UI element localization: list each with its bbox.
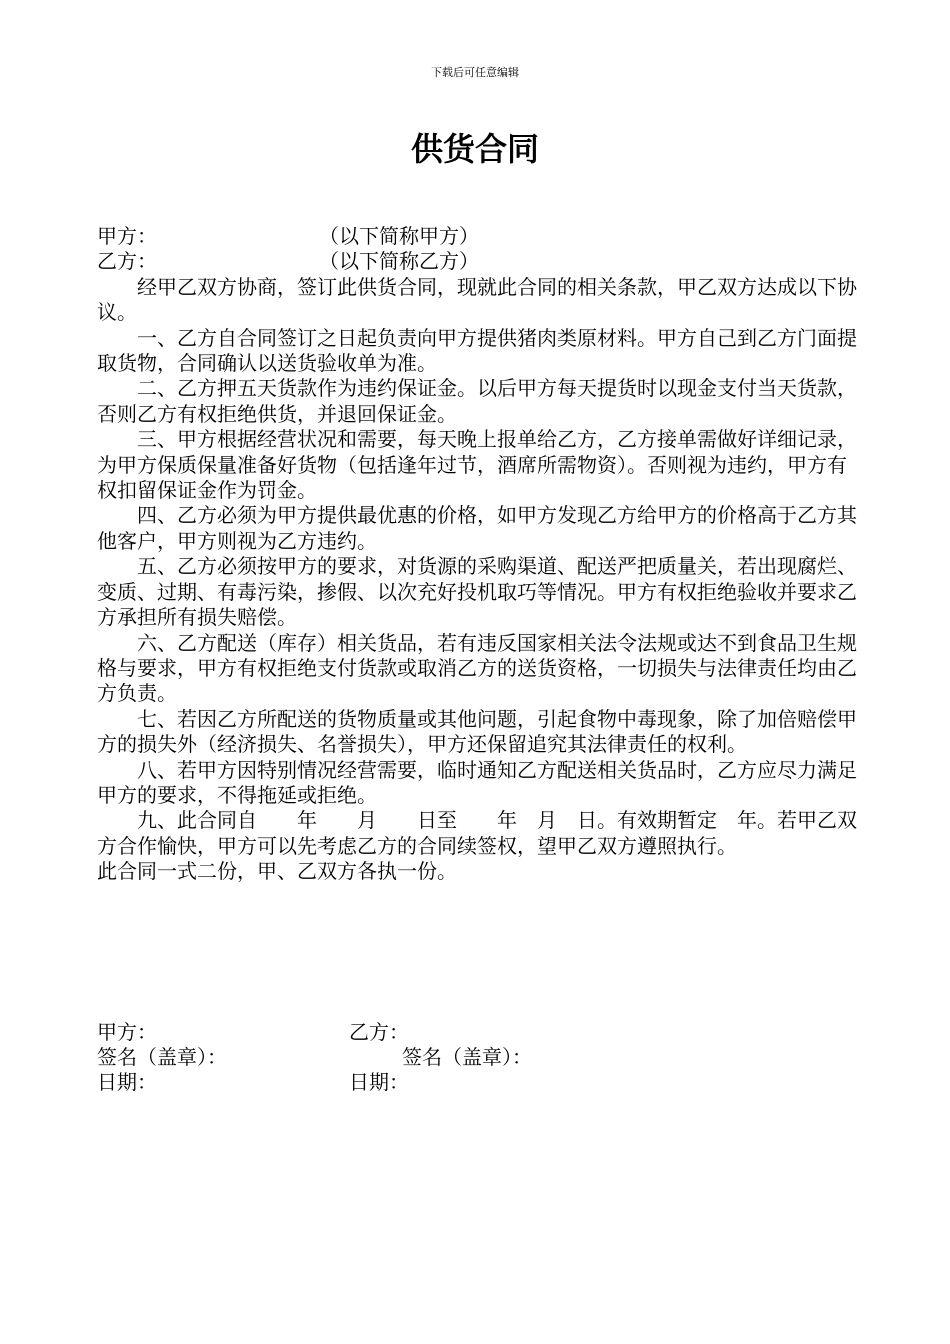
- clause-9: 九、此合同自 年 月 日至 年 月 日。有效期暂定 年。若甲乙双方合作愉快，甲方可以先考虑乙方的合同续签权，望甲乙双方遵照执行。: [97, 808, 857, 858]
- signature-date-b: 日期：: [349, 1070, 409, 1094]
- clause-2: 二、乙方押五天货款作为违约保证金。以后甲方每天提货时以现金支付当天货款，否则乙方有权拒绝供货，并退回保证金。: [97, 376, 857, 426]
- clause-8: 八、若甲方因特别情况经营需要，临时通知乙方配送相关货品时，乙方应尽力满足甲方的要求，不得拖延或拒绝。: [97, 757, 857, 807]
- signature-date-row: [97, 1070, 857, 1095]
- party-a-note: （以下简称甲方）: [319, 224, 479, 248]
- party-a-label: 甲方：: [97, 224, 157, 248]
- party-b-line: [97, 249, 857, 274]
- clause-3: 三、甲方根据经营状况和需要，每天晚上报单给乙方，乙方接单需做好详细记录，为甲方保质保量准备好货物（包括逢年过节，酒席所需物资）。否则视为违约，甲方有权扣留保证金作为罚金。: [97, 427, 857, 503]
- clause-6: 六、乙方配送（库存）相关货品，若有违反国家相关法令法规或达不到食品卫生规格与要求，甲方有权拒绝支付货款或取消乙方的送货资格，一切损失与法律责任均由乙方负责。: [97, 630, 857, 706]
- signature-seal-b: 签名（盖章）：: [402, 1045, 532, 1069]
- party-b-note: （以下简称乙方）: [319, 249, 479, 274]
- contract-body: [97, 224, 857, 885]
- signature-party-row: [97, 1020, 857, 1045]
- signature-seal-row: [97, 1045, 857, 1070]
- signature-date-a: 日期：: [97, 1070, 157, 1094]
- clause-4: 四、乙方必须为甲方提供最优惠的价格，如甲方发现乙方给甲方的价格高于乙方其他客户，甲方则视为乙方违约。: [97, 503, 857, 553]
- party-b-label: 乙方：: [97, 249, 157, 274]
- signature-party-a: 甲方：: [97, 1020, 157, 1044]
- signature-party-b: 乙方：: [349, 1020, 409, 1044]
- party-a-line: [97, 224, 857, 249]
- document-title: 供货合同: [410, 130, 539, 168]
- clause-7: 七、若因乙方所配送的货物质量或其他问题，引起食物中毒现象，除了加倍赔偿甲方的损失外（经济损失、名誉损失），甲方还保留追究其法律责任的权利。: [97, 706, 857, 757]
- signature-block: [97, 1020, 857, 1095]
- closing-paragraph: 此合同一式二份，甲、乙双方各执一份。: [97, 859, 457, 884]
- header-note: 下载后可任意编辑: [431, 66, 519, 79]
- clause-5: 五、乙方必须按甲方的要求，对货源的采购渠道、配送严把质量关，若出现腐烂、变质、过期、有毒污染，掺假、以次充好投机取巧等情况。甲方有权拒绝验收并要求乙方承担所有损失赔偿。: [97, 554, 857, 630]
- signature-seal-a: 签名（盖章）：: [97, 1045, 227, 1069]
- clause-1: 一、乙方自合同签订之日起负责向甲方提供猪肉类原材料。甲方自己到乙方门面提取货物，合同确认以送货验收单为准。: [97, 325, 857, 376]
- intro-paragraph: 经甲乙双方协商，签订此供货合同，现就此合同的相关条款，甲乙双方达成以下协议。: [97, 274, 857, 325]
